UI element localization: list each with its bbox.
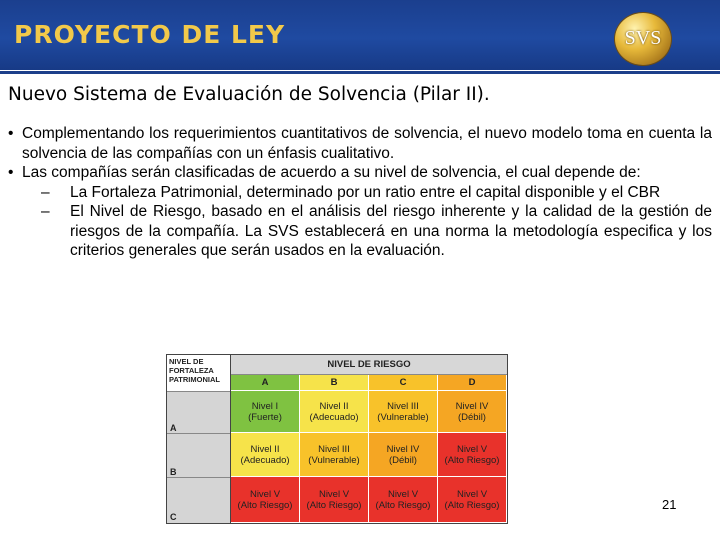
matrix-cell-level: Nivel II [319,400,349,412]
matrix-cell-level: Nivel V [456,443,488,455]
logo-text: SVS [624,27,662,49]
matrix-cell-level: Nivel II [250,443,280,455]
matrix-cell [369,477,438,523]
matrix-column-header: A [231,375,300,391]
bullet-item [8,124,712,163]
matrix-row-label: B [170,467,177,477]
svs-logo [615,13,671,65]
matrix-cell-level: Nivel III [318,443,350,455]
matrix-cell-level: Nivel IV [455,400,489,412]
matrix-cell-level: Nivel V [456,488,488,500]
matrix-column-header: C [369,375,438,391]
matrix-cell [300,391,369,433]
solvency-matrix [166,354,508,524]
sub-bullet-text: El Nivel de Riesgo, basado en el análisis del riesgo inherente y la calidad de la gestión de riesgos de la compañía. La SVS establecerá en una norma la metodología especifica y los criterios generales que serán usados en la evaluación. [70,203,712,259]
page-number: 21 [662,497,677,512]
matrix-column-header: D [438,375,507,391]
slide-header [0,0,720,70]
matrix-row-label: A [170,423,177,433]
matrix-row-band [167,433,230,477]
matrix-cell-description: (Alto Riesgo) [237,499,293,511]
matrix-cell-description: (Alto Riesgo) [444,454,500,466]
matrix-cell-level: Nivel V [387,488,419,500]
matrix-cell [300,433,369,477]
matrix-cell-level: Nivel IV [386,443,420,455]
matrix-row-band [167,391,230,433]
matrix-top-header: NIVEL DE RIESGO [231,355,507,375]
matrix-column-header: B [300,375,369,391]
matrix-cell [300,477,369,523]
matrix-cell [369,391,438,433]
matrix-cell [438,391,507,433]
matrix-cell [231,391,300,433]
matrix-cell-description: (Débil) [458,411,486,423]
matrix-cell-description: (Vulnerable) [377,411,429,423]
matrix-cell [438,477,507,523]
matrix-left-column [167,355,231,523]
matrix-cell-description: (Vulnerable) [308,454,360,466]
matrix-cell-description: (Fuerte) [248,411,282,423]
matrix-cell-description: (Débil) [389,454,417,466]
slide-subtitle: Nuevo Sistema de Evaluación de Solvencia (Pilar II). [8,84,490,105]
dash-mark: – [41,203,50,220]
header-divider [0,71,720,74]
sub-bullet-text: La Fortaleza Patrimonial, determinado por un ratio entre el capital disponible y el CBR [70,183,661,201]
matrix-cell-description: (Adecuado) [309,411,359,423]
matrix-cell-level: Nivel I [251,400,279,412]
matrix-row-label: C [170,512,177,522]
matrix-cell-description: (Alto Riesgo) [306,499,362,511]
sub-bullet-item [8,202,712,261]
slide-body [8,124,712,261]
matrix-cell-description: (Alto Riesgo) [375,499,431,511]
matrix-cell [369,433,438,477]
matrix-cell [231,433,300,477]
matrix-cell-description: (Alto Riesgo) [444,499,500,511]
matrix-cell [231,477,300,523]
matrix-cell-level: Nivel III [387,400,419,412]
bullet-text: Las compañías serán clasificadas de acuerdo a su nivel de solvencia, el cual depende de: [22,164,641,181]
dash-mark: – [41,183,50,201]
matrix-row-band [167,477,230,523]
matrix-left-header: NIVEL DE FORTALEZA PATRIMONIAL [169,357,220,384]
bullet-mark: • [8,125,14,142]
sub-bullet-item [8,183,712,203]
matrix-cell [438,433,507,477]
bullet-text: Complementando los requerimientos cuantitativos de solvencia, el nuevo modelo toma en cuenta la solvencia de las compañías con un énfasis cualitativo. [22,125,712,162]
slide-title: PROYECTO DE LEY [14,20,286,49]
matrix-cell-description: (Adecuado) [240,454,290,466]
matrix-cell-level: Nivel V [318,488,350,500]
bullet-mark: • [8,164,14,181]
matrix-cell-level: Nivel V [249,488,281,500]
bullet-item [8,163,712,183]
